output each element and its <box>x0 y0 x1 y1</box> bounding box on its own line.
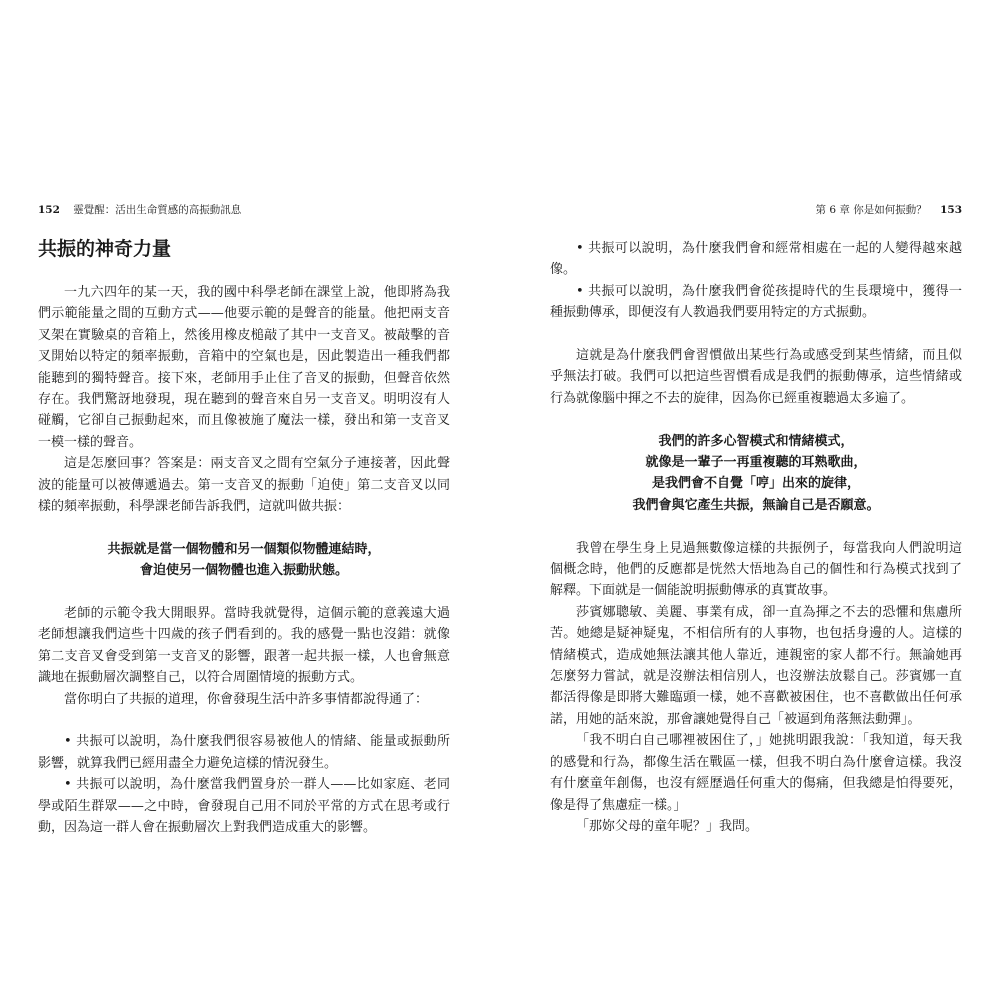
left-page-number: 152 <box>38 204 60 216</box>
paragraph: 「那妳父母的童年呢？」我問。 <box>576 818 759 834</box>
bullet-item: • 共振可以說明，為什麼當我們置身於一群人——比如家庭、老同學或陌生群眾——之中時，會發現自己用不同於平常的方式在思考或行動，因為這一群人會在振動層次上對我們造成重大的影響。 <box>38 777 450 836</box>
right-body <box>550 238 962 837</box>
right-page-header <box>550 202 962 218</box>
paragraph: 一九六四年的某一天，我的國中科學老師在課堂上說，他即將為我們示範能量之間的互動方式——他要示範的是聲音的能量。他把兩支音叉架在實驗桌的音箱上，然後用橡皮槌敲了其中一支音叉。被敲擊的音叉開始以特定的頻率振動，音箱中的空氣也是，因此製造出一種我們都能聽到的獨特聲音。接下來，老師用手止住了音叉的振動，但聲音依然存在。我們驚訝地發現，現在聽到的聲音來自另一支音叉。明明沒有人碰觸，它卻自己振動起來，而且像被施了魔法一樣，發出和第一支音叉一模一樣的聲音。 <box>38 285 450 450</box>
paragraph: 莎賓娜聰敏、美麗、事業有成，卻一直為揮之不去的恐懼和焦慮所苦。她總是疑神疑鬼，不相信所有的人事物，也包括身邊的人。這樣的情緒模式，造成她無法讓其他人靠近，連親密的家人都不行。無論她再怎麼努力嘗試，就是沒辦法相信別人，也沒辦法放鬆自己。莎賓娜一直都活得像是即將大難臨頭一樣，她不喜歡被困住，也不喜歡做出任何承諾，用她的話來說，那會讓她覺得自己「被逼到角落無法動彈」。 <box>550 604 962 727</box>
left-body <box>38 282 450 839</box>
quote-line: 會迫使另一個物體也進入振動狀態。 <box>139 563 348 579</box>
paragraph: 老師的示範令我大開眼界。當時我就覺得，這個示範的意義遠大過老師想讓我們這些十四歲的孩子們看到的。我的感覺一點也沒錯：就像第二支音叉會受到第一支音叉的影響，跟著一起共振一樣，人也會無意識地在振動層次調整自己，以符合周圍情境的振動方式。 <box>38 606 450 686</box>
right-page-number: 153 <box>940 204 962 216</box>
bullet-item: • 共振可以說明，為什麼我們很容易被他人的情緒、能量或振動所影響，就算我們已經用盡全力避免這樣的情況發生。 <box>38 734 450 771</box>
section-title: 共振的神奇力量 <box>38 238 172 260</box>
book-title: 靈覺醒：活出生命質感的高振動訊息 <box>73 204 242 216</box>
highlight-quote <box>38 539 450 582</box>
quote-line: 我們的許多心智模式和情緒模式， <box>658 433 854 449</box>
paragraph: 「我不明白自己哪裡被困住了，」她挑明跟我說：「我知道，每天我的感覺和行為，都像生活在戰區一樣，但我不明白為什麼會這樣。我沒有什麼童年創傷，也沒有經歷過任何重大的傷痛，但我總是怕得要死，像是得了焦慮症一樣。」 <box>550 733 962 813</box>
paragraph: 當你明白了共振的道理，你會發現生活中許多事情都說得通了： <box>64 691 429 707</box>
paragraph: 這就是為什麼我們會習慣做出某些行為或感受到某些情緒，而且似乎無法打破。我們可以把這些習慣看成是我們的振動傳承，這些情緒或行為就像腦中揮之不去的旋律，因為你已經重複聽過太多遍了。 <box>550 348 962 406</box>
right-page <box>550 202 962 834</box>
chapter-title: 你是如何振動？ <box>853 204 927 216</box>
quote-line: 是我們會不自覺「哼」出來的旋律， <box>651 476 860 492</box>
left-page-header <box>38 202 450 218</box>
chapter-label: 第 6 章 <box>815 204 850 216</box>
bullet-item: • 共振可以說明，為什麼我們會和經常相處在一起的人變得越來越像。 <box>550 241 962 278</box>
quote-line: 就像是一輩子一再重複聽的耳熟歌曲， <box>645 455 867 471</box>
paragraph: 我曾在學生身上見過無數像這樣的共振例子，每當我向人們說明這個概念時，他們的反應都是恍然大悟地為自己的個性和行為模式找到了解釋。下面就是一個能說明振動傳承的真實故事。 <box>550 540 962 599</box>
quote-line: 共振就是當一個物體和另一個類似物體連結時， <box>107 541 381 557</box>
left-page <box>38 202 450 836</box>
bullet-item: • 共振可以說明，為什麼我們會從孩提時代的生長環境中，獲得一種振動傳承，即便沒有人教過我們要用特定的方式振動。 <box>550 283 962 321</box>
paragraph: 這是怎麼回事？答案是：兩支音叉之間有空氣分子連接著，因此聲波的能量可以被傳遞過去。第一支音叉的振動「迫使」第二支音叉以同樣的頻率振動，科學課老師告訴我們，這就叫做共振： <box>38 456 450 515</box>
quote-line: 我們會與它產生共振，無論自己是否願意。 <box>632 497 880 513</box>
highlight-quote <box>550 431 962 517</box>
